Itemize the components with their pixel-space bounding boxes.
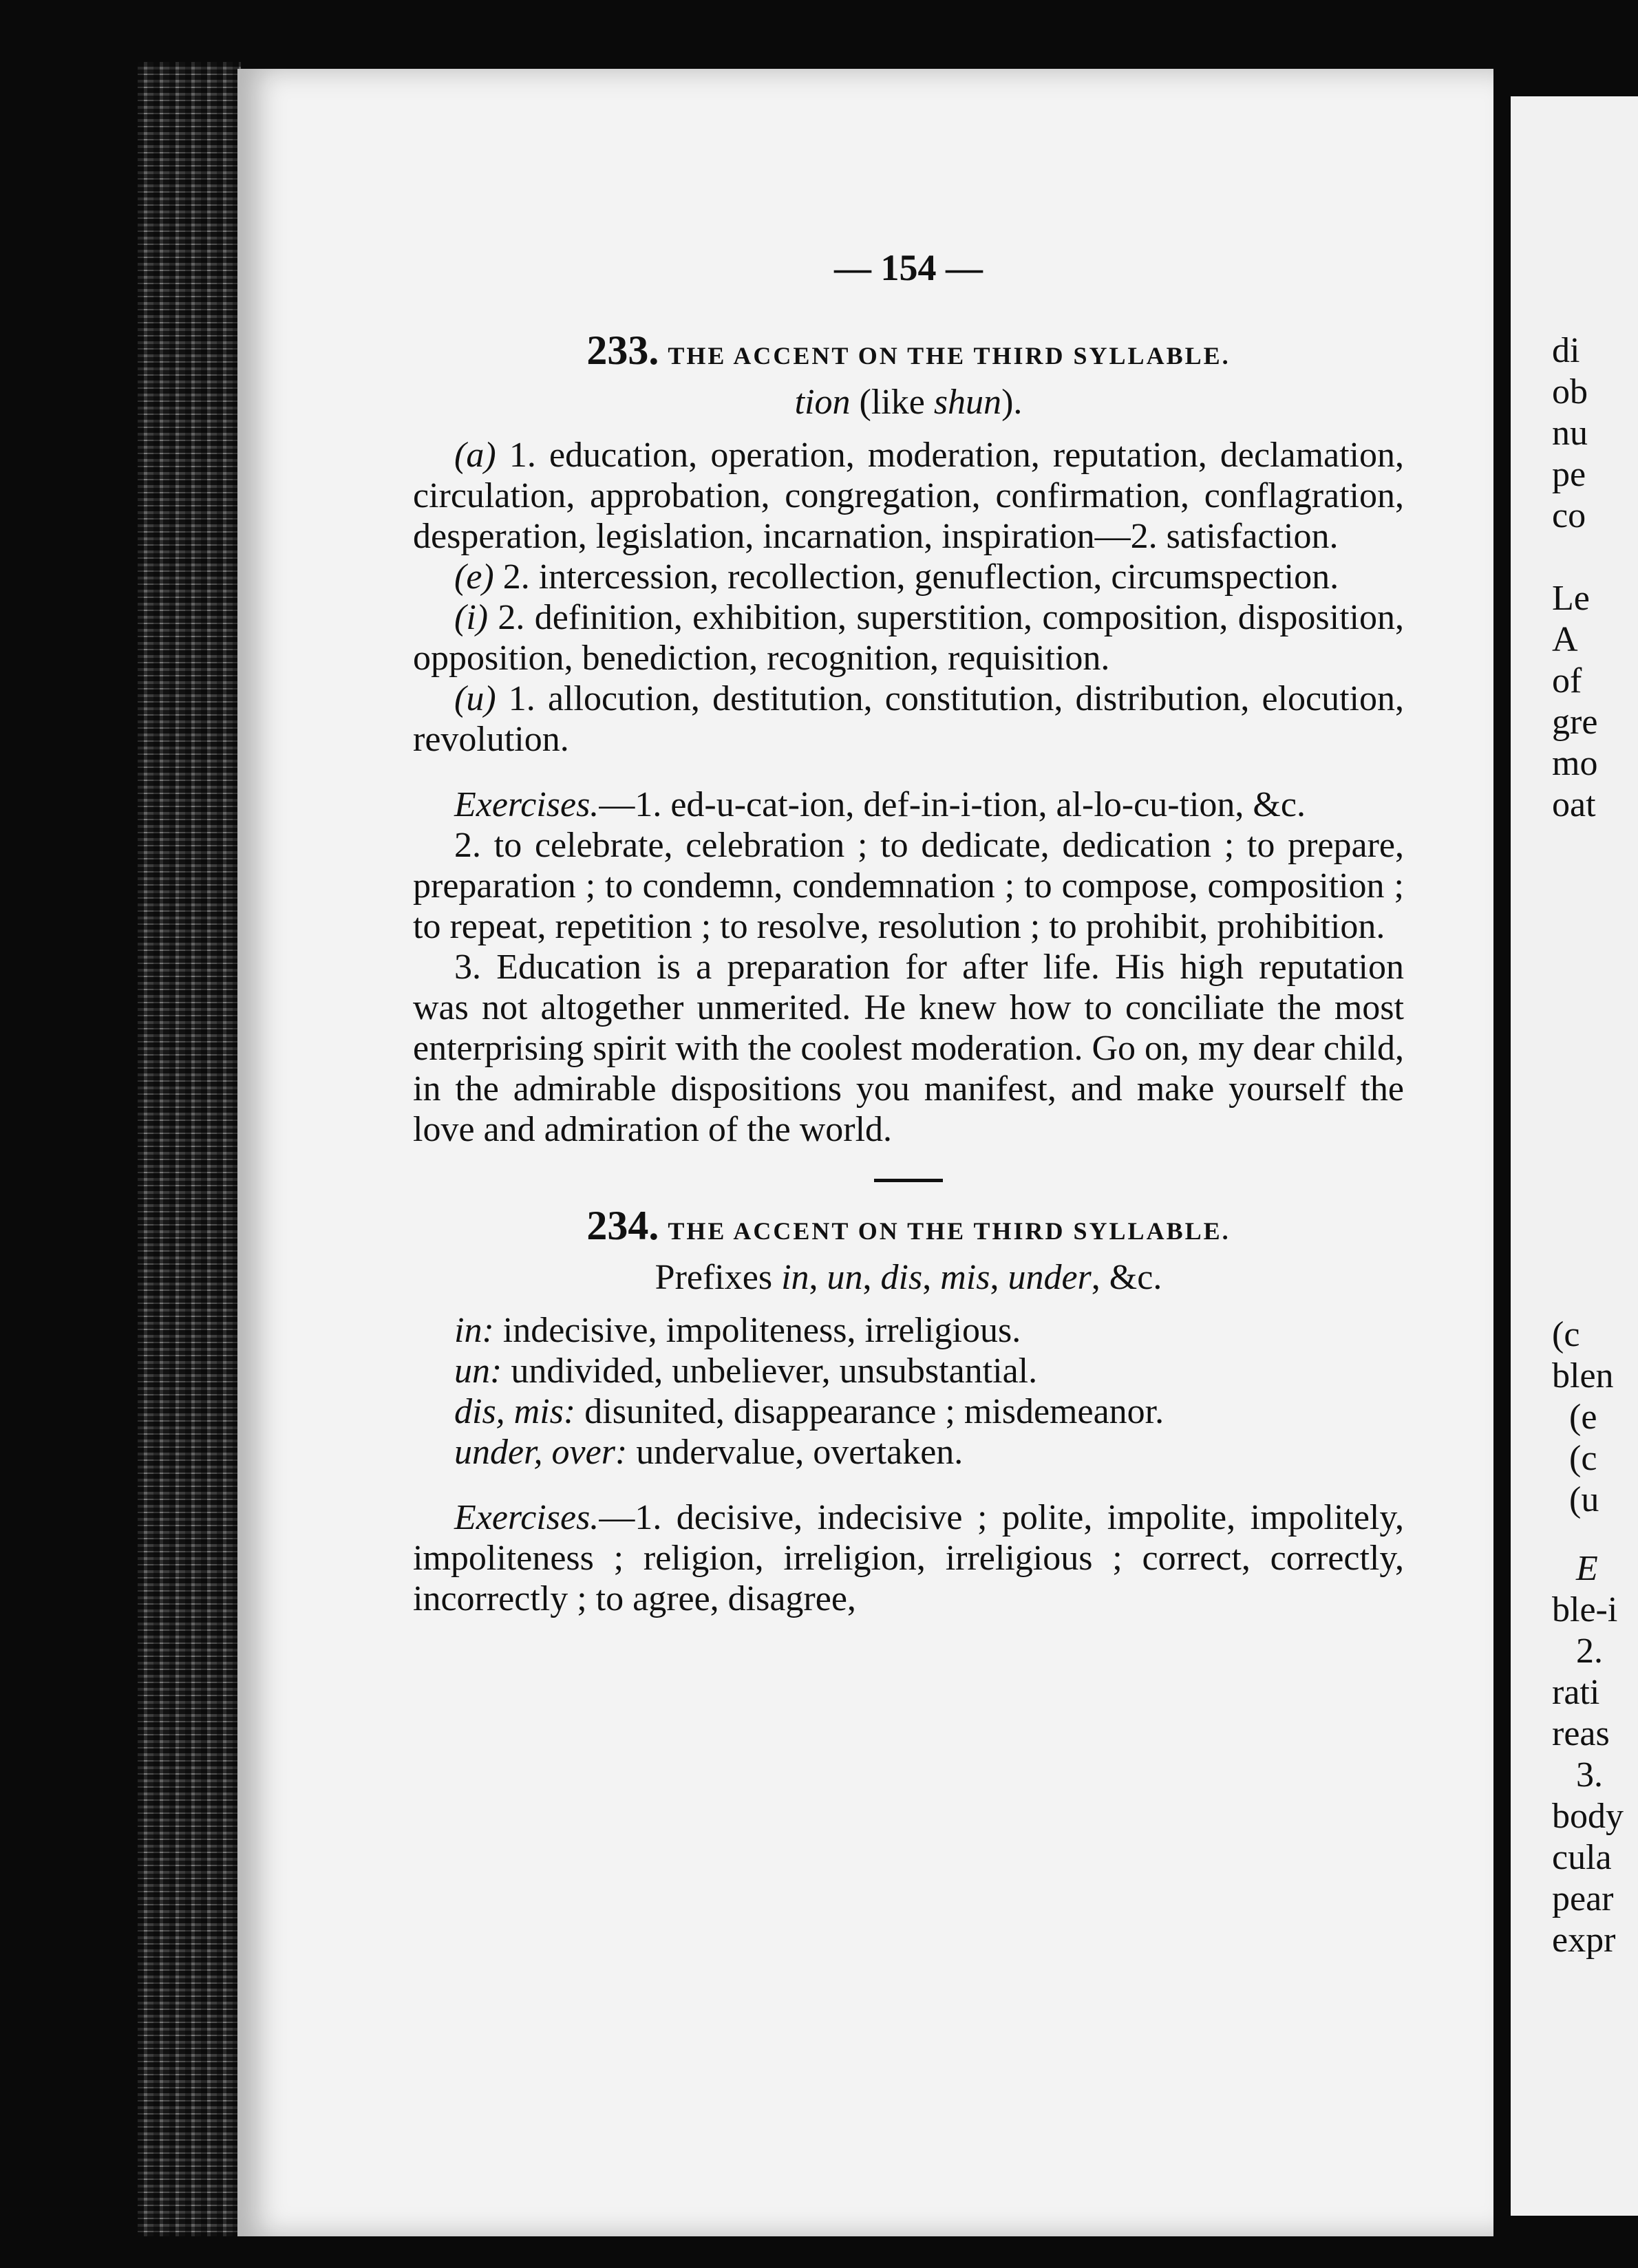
prefix-under-line bbox=[413, 1432, 1404, 1473]
sub-p5: , bbox=[990, 1258, 1008, 1297]
sub-i2: un bbox=[827, 1258, 863, 1297]
text-a: 1. education, operation, moderation, reputation, declamation, circulation, approbation, congregation, confirmation, conflagration, desperation, legislation, incarnation, inspiration—2. satisfaction. bbox=[413, 436, 1404, 556]
prefix-dis-tag: dis, mis: bbox=[454, 1392, 576, 1431]
frag-18: 2. bbox=[1576, 1632, 1603, 1671]
text-e: 2. intercession, recollection, genuflection, circumspection. bbox=[493, 557, 1339, 597]
frag-12: blen bbox=[1552, 1356, 1614, 1395]
frag-23: cula bbox=[1552, 1838, 1612, 1877]
frag-16: E bbox=[1576, 1549, 1598, 1588]
exercise-233-3: 3. Education is a preparation for after life. His high reputation was not altogether unmerited. He knew how to conciliate the most enterprising spirit with the coolest moderation. Go on, my dear child, in the admirable dispositions you manifest, and make yourself the love and admiration of the world. bbox=[413, 948, 1404, 1149]
paragraph-i bbox=[413, 597, 1404, 678]
sub-p3: , bbox=[862, 1258, 881, 1297]
prefix-under-text: undervalue, overtaken. bbox=[627, 1433, 964, 1472]
prefix-dis-text: disunited, disappearance ; misdemeanor. bbox=[575, 1392, 1164, 1431]
frag-7: of bbox=[1552, 661, 1582, 700]
frag-24: pear bbox=[1552, 1879, 1614, 1918]
sub-i5: under bbox=[1008, 1258, 1092, 1297]
sub-p2: , bbox=[809, 1258, 827, 1297]
frag-9: mo bbox=[1552, 744, 1598, 783]
prefix-dis-line bbox=[413, 1391, 1404, 1432]
exercise-233-1-text: —1. ed-u-cat-ion, def-in-i-tion, al-lo-cu-tion, &c. bbox=[599, 785, 1306, 824]
frag-22: body bbox=[1552, 1797, 1624, 1836]
section-233-heading bbox=[413, 330, 1404, 376]
frag-4: co bbox=[1552, 496, 1586, 535]
prefix-under-tag: under, over: bbox=[454, 1433, 628, 1472]
frag-20: reas bbox=[1552, 1714, 1610, 1753]
sub-i1: in bbox=[781, 1258, 809, 1297]
text-i: 2. definition, exhibition, superstition, composition, disposition, opposition, benediction, recognition, requisition. bbox=[413, 598, 1404, 678]
section-233-subheading bbox=[413, 382, 1404, 422]
book-binding-gutter bbox=[138, 62, 241, 2236]
exercise-233-1 bbox=[413, 784, 1404, 825]
frag-15: (u bbox=[1569, 1480, 1599, 1519]
paragraph-u bbox=[413, 678, 1404, 760]
sub-p4: , bbox=[922, 1258, 941, 1297]
frag-10: oat bbox=[1552, 785, 1596, 824]
section-234-number: 234. bbox=[586, 1203, 659, 1248]
exercise-233-2: 2. to celebrate, celebration ; to dedicate, dedication ; to prepare, preparation ; to condemn, condemnation ; to compose, composition ; to repeat, repetition ; to resolve, resolution ; to prohibit, prohibition. bbox=[413, 826, 1404, 946]
prefix-un-line bbox=[413, 1351, 1404, 1391]
exercises-label: Exercises. bbox=[454, 785, 599, 824]
exercise-234-1 bbox=[413, 1497, 1404, 1619]
frag-3: pe bbox=[1552, 455, 1586, 494]
prefix-un-tag: un: bbox=[454, 1351, 502, 1391]
frag-11: (c bbox=[1552, 1315, 1580, 1354]
page-number: — 154 — bbox=[834, 247, 983, 288]
frag-0: di bbox=[1552, 331, 1580, 370]
subheading-like: (like bbox=[850, 383, 934, 422]
frag-2: nu bbox=[1552, 414, 1588, 453]
frag-17: ble-i bbox=[1552, 1590, 1618, 1629]
sub-p6: , &c. bbox=[1091, 1258, 1162, 1297]
spacer bbox=[413, 760, 1404, 784]
sub-p1: Prefixes bbox=[655, 1258, 782, 1297]
prefix-in-tag: in: bbox=[454, 1311, 494, 1350]
text-u: 1. allocution, destitution, constitution, distribution, elocution, revolution. bbox=[413, 679, 1404, 759]
section-233-title: THE ACCENT ON THE THIRD SYLLABLE. bbox=[668, 342, 1231, 370]
section-233-number: 233. bbox=[586, 328, 659, 373]
section-234-heading bbox=[413, 1203, 1404, 1252]
frag-13: (e bbox=[1569, 1398, 1597, 1437]
prefix-in-line bbox=[413, 1310, 1404, 1351]
frag-21: 3. bbox=[1576, 1755, 1603, 1795]
frag-25: expr bbox=[1552, 1921, 1616, 1960]
section-234-subheading bbox=[413, 1257, 1404, 1298]
exercise-234-1-text: —1. decisive, indecisive ; polite, impolite, impolitely, impoliteness ; religion, irreligion, irreligious ; correct, correctly, incorrectly ; to agree, disagree, bbox=[413, 1498, 1404, 1618]
frag-8: gre bbox=[1552, 703, 1598, 742]
frag-5: Le bbox=[1552, 579, 1590, 618]
section-divider bbox=[874, 1179, 943, 1182]
prefix-un-text: undivided, unbeliever, unsubstantial. bbox=[502, 1351, 1038, 1391]
paragraph-a bbox=[413, 435, 1404, 557]
tag-e: (e) bbox=[454, 557, 494, 597]
section-234-title: THE ACCENT ON THE THIRD SYLLABLE. bbox=[668, 1217, 1231, 1245]
paragraph-e bbox=[413, 557, 1404, 597]
frag-6: A bbox=[1552, 620, 1578, 659]
subheading-tion: tion bbox=[794, 383, 851, 422]
frag-19: rati bbox=[1552, 1673, 1600, 1712]
frag-14: (c bbox=[1569, 1439, 1597, 1478]
exercises-label-234: Exercises. bbox=[454, 1498, 599, 1537]
page-text bbox=[413, 248, 1404, 1619]
tag-u: (u) bbox=[454, 679, 496, 718]
tag-i: (i) bbox=[454, 598, 489, 637]
prefix-in-text: indecisive, impoliteness, irreligious. bbox=[493, 1311, 1021, 1350]
frag-1: ob bbox=[1552, 372, 1588, 411]
sub-i4: mis bbox=[940, 1258, 990, 1297]
tag-a: (a) bbox=[454, 436, 496, 475]
right-page-edge bbox=[1511, 96, 1638, 2216]
subheading-shun: shun bbox=[933, 383, 1002, 422]
sub-i3: dis bbox=[880, 1258, 923, 1297]
spacer-2 bbox=[413, 1473, 1404, 1497]
subheading-end: ). bbox=[1001, 383, 1023, 422]
